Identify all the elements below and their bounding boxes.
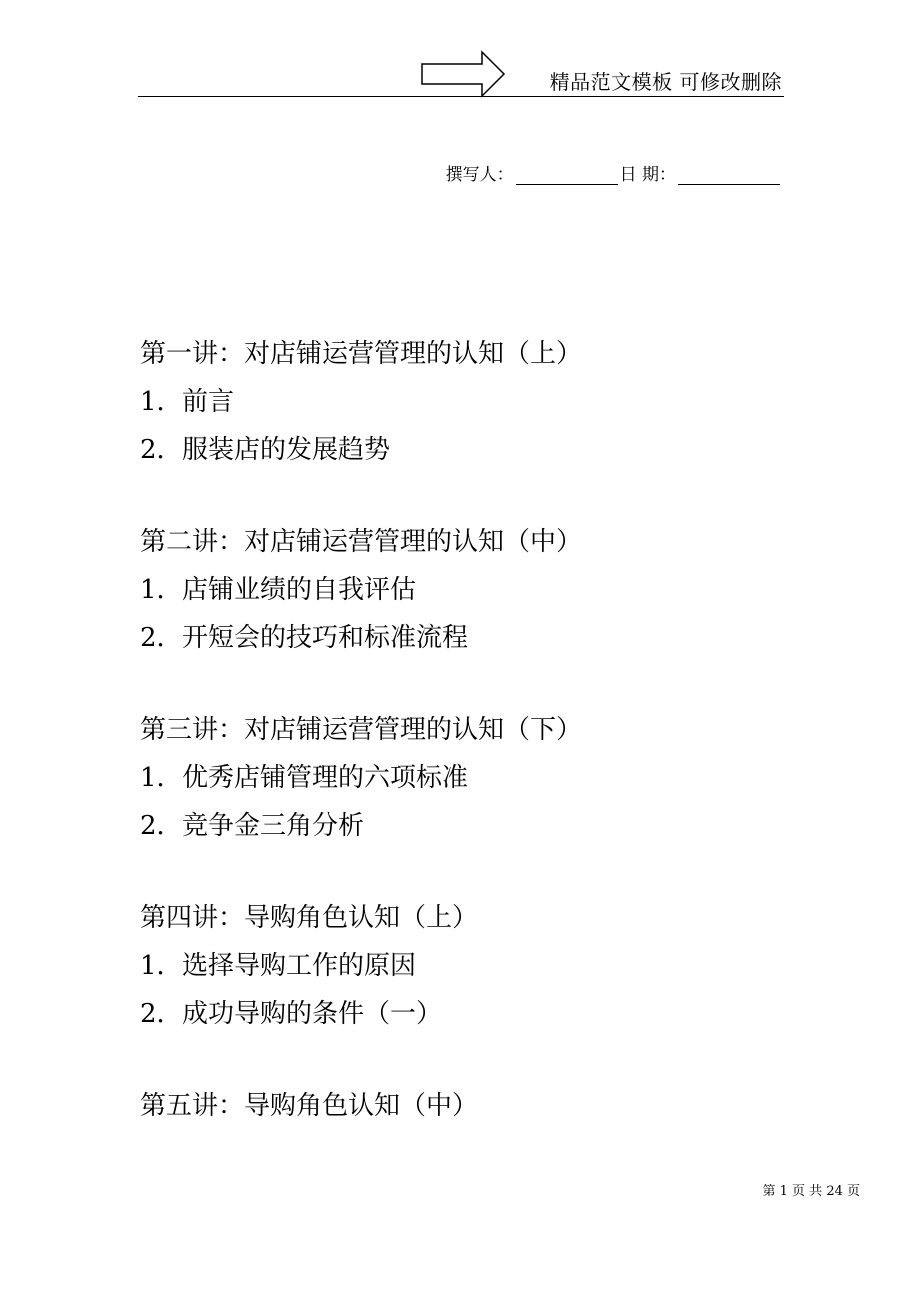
item-text: 优秀店铺管理的六项标准 (182, 763, 469, 793)
toc-section (140, 518, 780, 662)
signature-line (446, 160, 782, 185)
item-number: 1． (140, 951, 183, 981)
list-item (140, 942, 780, 990)
item-number: 1． (140, 387, 183, 417)
section-title: 第四讲：导购角色认知（上） (140, 903, 479, 933)
item-text: 选择导购工作的原因 (182, 951, 417, 981)
date-label: 日 期： (619, 165, 676, 185)
item-text: 竞争金三角分析 (182, 811, 365, 841)
toc-section (140, 894, 780, 1038)
list-item (140, 754, 780, 802)
item-text: 成功导购的条件（一） (182, 999, 443, 1029)
item-text: 前言 (182, 387, 235, 417)
list-item (140, 802, 780, 850)
list-item (140, 614, 780, 662)
list-item (140, 426, 780, 474)
list-item (140, 990, 780, 1038)
item-text: 服装店的发展趋势 (182, 435, 391, 465)
item-number: 2． (140, 435, 183, 465)
table-of-contents (140, 330, 780, 1174)
item-text: 店铺业绩的自我评估 (182, 575, 417, 605)
section-title: 第二讲：对店铺运营管理的认知（中） (140, 527, 583, 557)
toc-section (140, 330, 780, 474)
item-number: 2． (140, 811, 183, 841)
list-item (140, 378, 780, 426)
toc-section (140, 1082, 780, 1130)
right-arrow-outline-icon (420, 50, 506, 98)
item-number: 2． (140, 623, 183, 653)
item-number: 1． (140, 575, 183, 605)
author-label: 撰写人： (445, 165, 514, 185)
date-blank (678, 166, 780, 185)
author-blank (516, 166, 618, 185)
header-rule (138, 96, 784, 97)
page-number: 第 1 页 共 24 页 (762, 1184, 860, 1199)
item-number: 1． (140, 763, 183, 793)
list-item (140, 566, 780, 614)
header-label: 精品范文模板 可修改删除 (549, 70, 782, 94)
item-number: 2． (140, 999, 183, 1029)
section-title: 第三讲：对店铺运营管理的认知（下） (140, 715, 583, 745)
toc-section (140, 706, 780, 850)
section-title: 第一讲：对店铺运营管理的认知（上） (140, 339, 583, 369)
item-text: 开短会的技巧和标准流程 (182, 623, 469, 653)
section-title: 第五讲：导购角色认知（中） (140, 1091, 479, 1121)
